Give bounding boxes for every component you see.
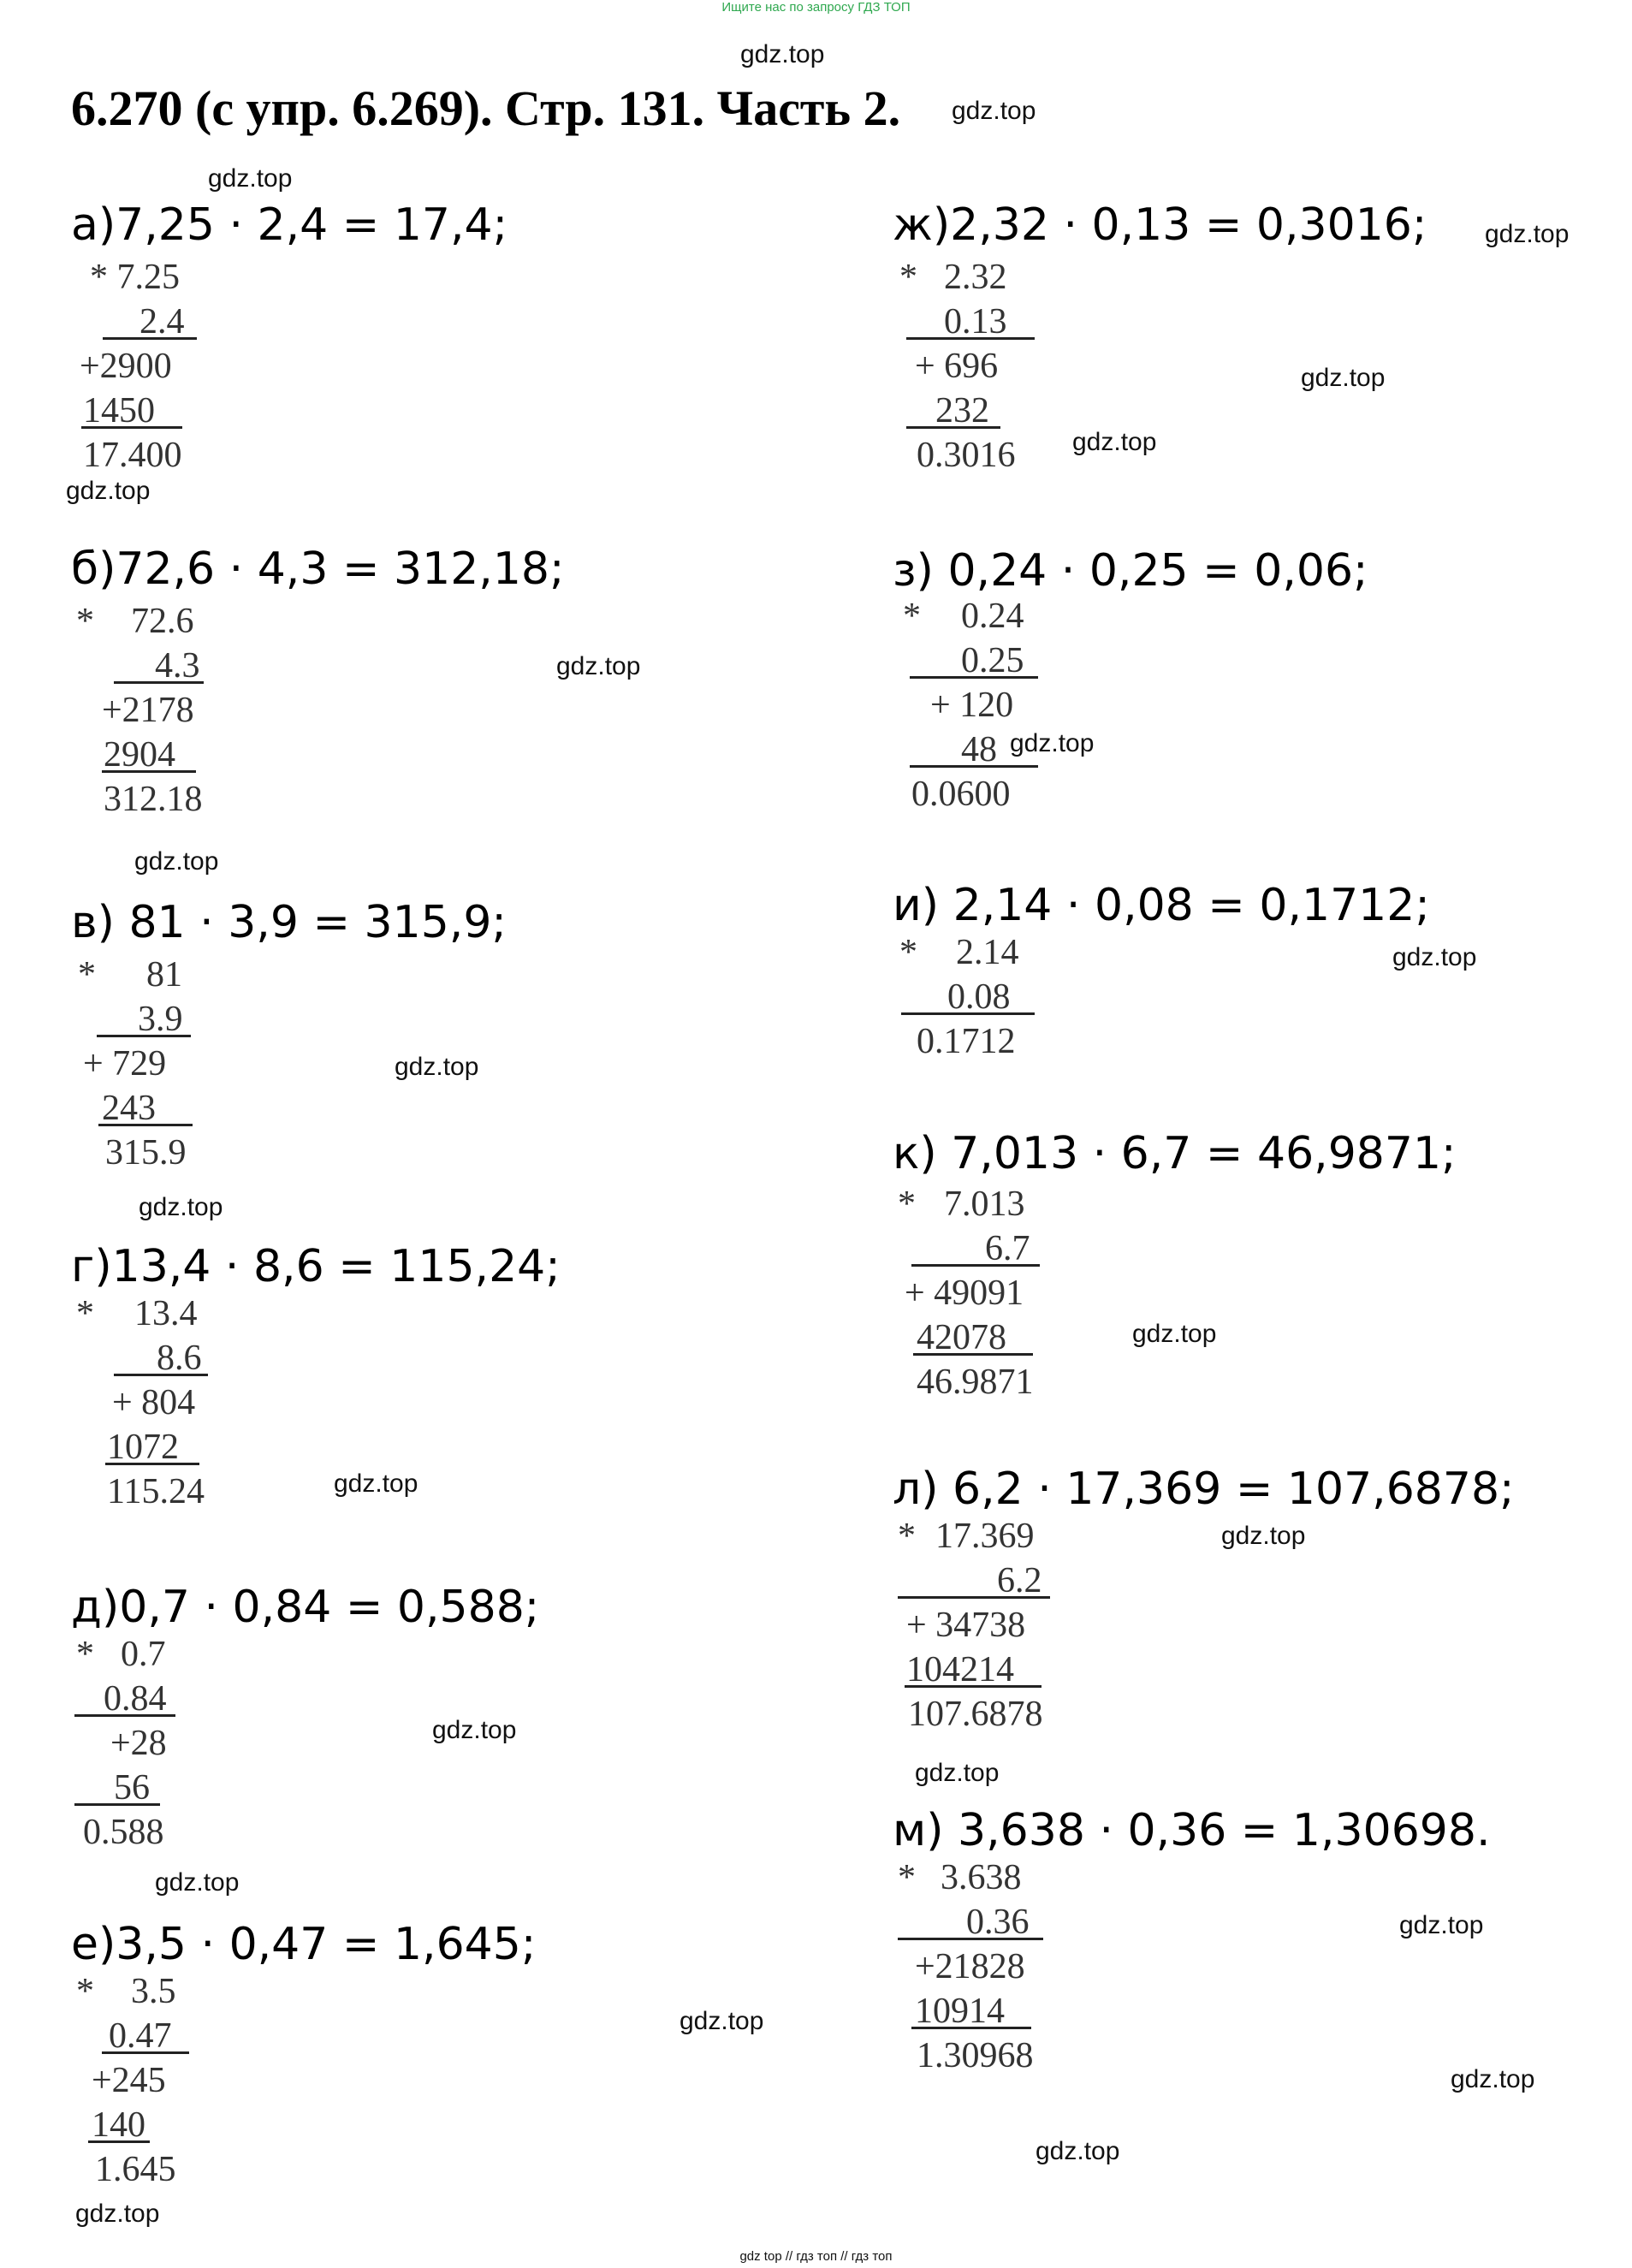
work-line: 0.08 [947,977,1011,1017]
watermark: gdz.top [1301,364,1386,392]
work-line: 2.4 [139,302,185,341]
watermark: gdz.top [1132,1320,1217,1348]
problem-i [893,876,1430,1064]
column-work [71,255,507,478]
equation: и) 2,14 · 0,08 = 0,1712; [893,880,1430,931]
watermark: gdz.top [134,847,219,876]
work-line: 0.84 [104,1679,167,1719]
work-line: 3.9 [138,1000,183,1039]
work-line: 46.9871 [917,1363,1034,1402]
equation: в) 81 · 3,9 = 315,9; [71,897,507,948]
column-work [893,594,1368,816]
equation: а)7,25 · 2,4 = 17,4; [71,199,508,251]
work-line: +2178 [102,691,194,730]
problem-b [71,539,565,822]
work-line: 81 [146,955,182,994]
watermark: gdz.top [556,652,641,680]
watermark: gdz.top [740,40,825,68]
work-line: 107.6878 [908,1695,1043,1734]
work-line: 0.25 [961,641,1024,680]
work-line: 8.6 [157,1339,202,1378]
work-line: 0.588 [83,1813,164,1852]
problem-g [71,1237,561,1514]
work-line: 0.3016 [917,436,1016,475]
equation: к) 7,013 · 6,7 = 46,9871; [893,1128,1457,1179]
work-line: 312.18 [104,780,203,819]
problem-k [893,1124,1457,1404]
problem-e [71,1915,536,2192]
work-line: 17.400 [83,436,182,475]
work-line: * [903,597,921,636]
equation: г)13,4 · 8,6 = 115,24; [71,1241,561,1292]
work-line: + 804 [112,1383,196,1422]
work-line: 2.32 [944,258,1007,297]
work-line: +245 [92,2061,166,2100]
work-line: * [76,1294,94,1333]
work-line: 115.24 [107,1472,205,1511]
work-line: 3.5 [131,1972,176,2011]
work-line: +2900 [80,347,172,386]
work-line: 0.1712 [917,1022,1016,1061]
problem-z [893,541,1368,816]
work-line: 56 [114,1768,150,1808]
work-line: 13.4 [134,1294,198,1333]
work-line: 1072 [107,1428,179,1467]
watermark: gdz.top [1451,2065,1535,2093]
watermark: gdz.top [680,2007,764,2035]
work-line: 0.0600 [911,775,1011,814]
work-line: +28 [110,1724,167,1763]
work-line: 3.638 [941,1858,1022,1897]
work-line: 48 [961,730,997,769]
watermark: gdz.top [1010,729,1095,757]
watermark: gdz.top [1072,428,1157,456]
watermark: gdz.top [139,1193,223,1221]
work-line: + 729 [83,1044,167,1084]
work-line: * 7.25 [90,258,180,297]
work-line: * [898,1184,916,1224]
work-line: 243 [102,1089,156,1128]
problem-l [893,1459,1515,1737]
work-line: + 49091 [905,1274,1024,1313]
watermark: gdz.top [208,164,293,193]
work-line: 2.14 [956,933,1019,972]
equation: д)0,7 · 0,84 = 0,588; [71,1582,540,1633]
work-line: 10914 [915,1992,1005,2031]
equation: з) 0,24 · 0,25 = 0,06; [893,545,1368,597]
work-line: 1.30968 [917,2036,1034,2075]
work-line: 0.7 [121,1635,166,1674]
watermark: gdz.top [155,1868,240,1897]
work-line: + 120 [930,686,1014,725]
watermark: gdz.top [1036,2137,1120,2165]
watermark: gdz.top [1399,1911,1484,1939]
work-line: * [76,1635,94,1674]
problem-zh [893,195,1427,478]
work-line: 104214 [906,1650,1014,1689]
work-line: * [899,933,917,972]
column-work [71,1291,561,1514]
equation: ж)2,32 · 0,13 = 0,3016; [893,199,1427,251]
watermark: gdz.top [915,1759,1000,1787]
work-line: 0.13 [944,302,1007,341]
footer: gdz top // гдз топ // гдз топ [739,2249,893,2264]
watermark: gdz.top [1221,1522,1306,1550]
equation: л) 6,2 · 17,369 = 107,6878; [893,1464,1515,1515]
work-line: +21828 [915,1947,1025,1986]
column-work [893,1855,1490,2078]
work-line: 315.9 [105,1133,187,1173]
work-line: 2904 [104,735,175,775]
work-line: 1.645 [95,2150,176,2189]
column-work [893,1182,1457,1404]
work-line: * [78,955,96,994]
work-line: * [76,602,94,641]
watermark: gdz.top [952,97,1036,125]
work-line: * [898,1858,916,1897]
work-line: 42078 [917,1318,1006,1357]
work-line: 17.369 [935,1517,1035,1556]
page-title: 6.270 (с упр. 6.269). Стр. 131. Часть 2. [71,80,901,136]
work-line: 72.6 [131,602,194,641]
work-line: 0.47 [109,2016,172,2056]
equation: е)3,5 · 0,47 = 1,645; [71,1919,537,1970]
work-line: + 696 [915,347,999,386]
watermark: gdz.top [432,1716,517,1744]
work-line: * [899,258,917,297]
work-line: + 34738 [906,1606,1026,1645]
column-work [71,1969,536,2192]
column-work [893,930,1430,1064]
column-work [893,1514,1515,1737]
work-line: 0.24 [961,597,1024,636]
watermark: gdz.top [395,1053,479,1081]
work-line: 4.3 [155,646,200,686]
work-line: 7.013 [944,1184,1025,1224]
watermark: gdz.top [75,2200,160,2228]
work-line: 232 [935,391,989,430]
work-line: 6.2 [997,1561,1042,1600]
work-line: * [76,1972,94,2011]
work-line: 6.7 [985,1229,1030,1268]
watermark: gdz.top [1392,943,1477,971]
top-banner: Ищите нас по запросу ГДЗ ТОП [721,0,911,15]
watermark: gdz.top [66,477,151,505]
problem-a [71,195,507,478]
watermark: gdz.top [334,1469,418,1498]
work-line: 0.36 [966,1903,1030,1942]
problem-v [71,893,507,1175]
equation: м) 3,638 · 0,36 = 1,30698. [893,1805,1491,1856]
equation: б)72,6 · 4,3 = 312,18; [71,543,565,595]
work-line: 1450 [83,391,155,430]
work-line: * [898,1517,916,1556]
column-work [71,599,565,822]
work-line: 140 [92,2105,145,2145]
watermark: gdz.top [1485,220,1570,248]
